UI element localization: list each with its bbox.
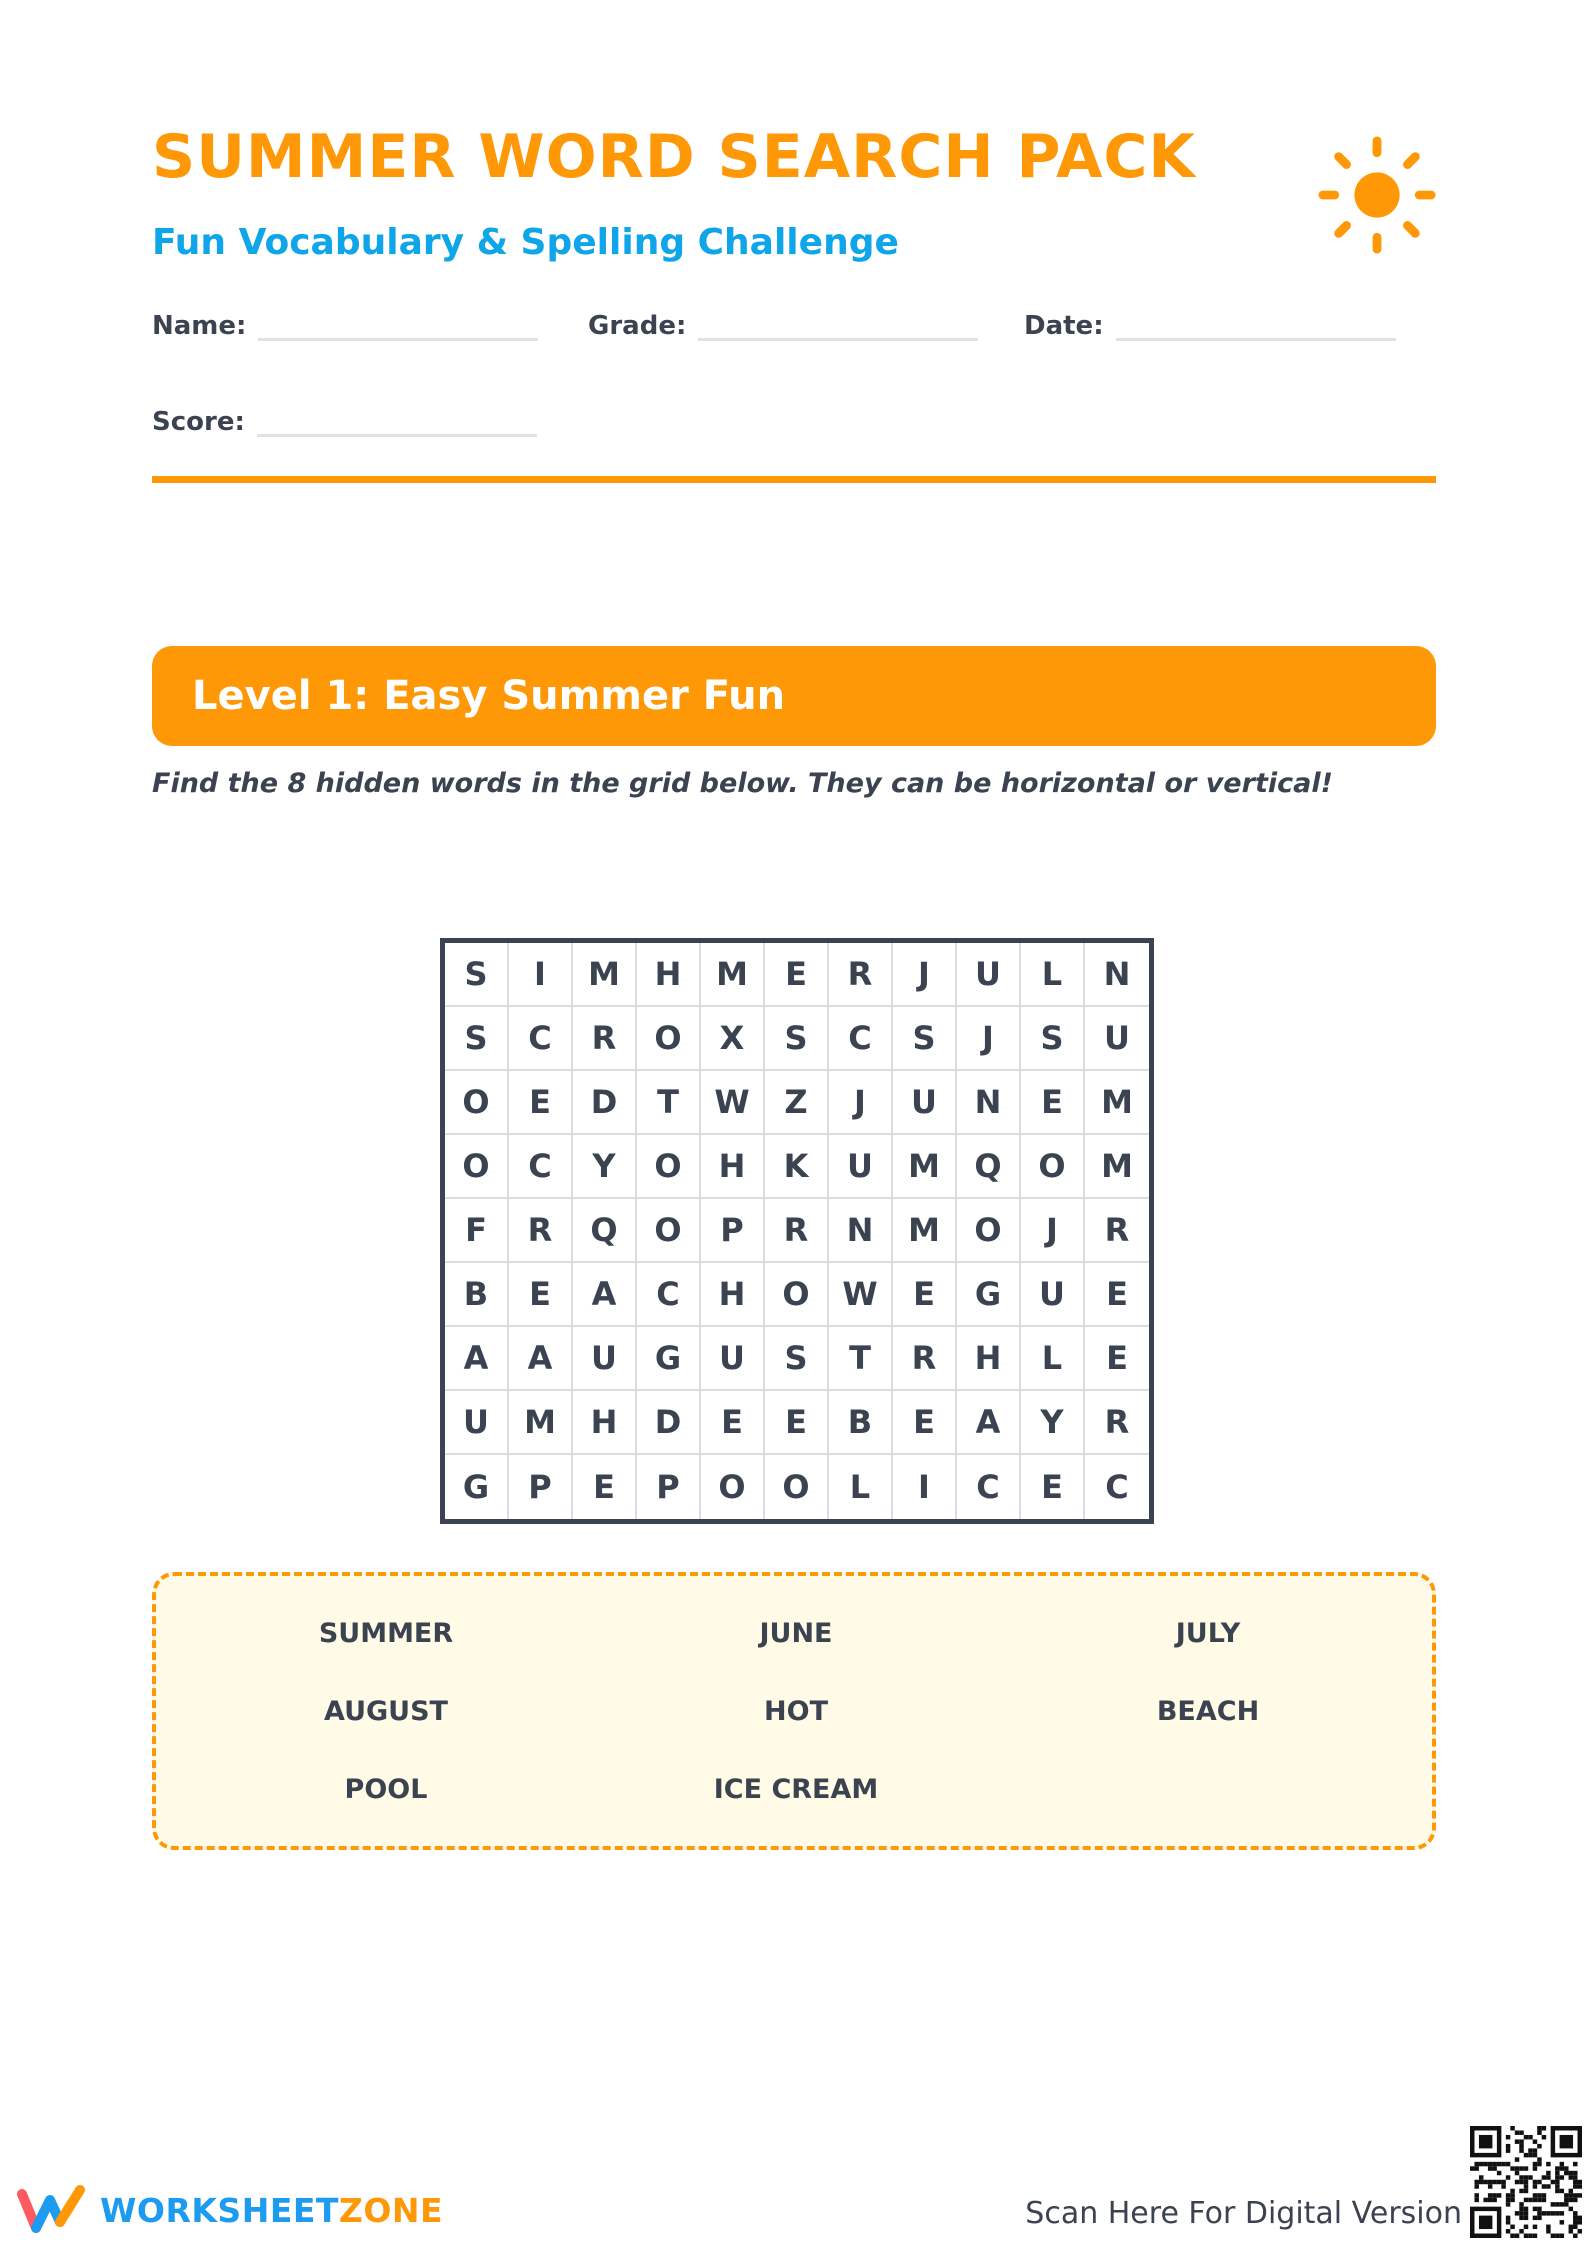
grid-cell[interactable]: B [829, 1391, 893, 1455]
grid-cell[interactable]: M [509, 1391, 573, 1455]
grid-cell[interactable]: H [701, 1263, 765, 1327]
grid-cell[interactable]: N [1085, 943, 1149, 1007]
header-divider [152, 476, 1436, 483]
grid-cell[interactable]: D [637, 1391, 701, 1455]
grid-cell[interactable]: E [1021, 1071, 1085, 1135]
grid-cell[interactable]: J [893, 943, 957, 1007]
grid-cell[interactable]: F [445, 1199, 509, 1263]
grid-cell[interactable]: E [573, 1455, 637, 1519]
grid-cell[interactable]: C [1105, 1468, 1129, 1506]
sun-icon [1318, 136, 1436, 254]
grid-cell[interactable]: M [1085, 1071, 1149, 1135]
grid-cell[interactable]: Q [573, 1199, 637, 1263]
grid-cell[interactable]: H [573, 1391, 637, 1455]
grid-cell[interactable]: R [509, 1199, 573, 1263]
grid-cell[interactable]: T [829, 1327, 893, 1391]
grid-cell[interactable]: X [701, 1007, 765, 1071]
grid-cell[interactable]: E [893, 1263, 957, 1327]
grid-cell[interactable]: C [829, 1007, 893, 1071]
grid-cell[interactable]: S [765, 1007, 829, 1071]
grid-cell[interactable]: M [893, 1199, 957, 1263]
grid-cell[interactable]: C [509, 1135, 573, 1199]
grid-cell[interactable]: A [445, 1327, 509, 1391]
grid-cell[interactable]: B [445, 1263, 509, 1327]
grid-cell[interactable]: J [829, 1071, 893, 1135]
level-banner [152, 646, 1436, 746]
score-label: Score: [152, 407, 245, 437]
brand-name [100, 2191, 443, 2230]
grid-cell[interactable]: S [445, 1007, 509, 1071]
brand-logo [16, 2182, 443, 2238]
grid-cell[interactable]: R [829, 943, 893, 1007]
grid-cell[interactable]: C [637, 1263, 701, 1327]
grid-cell[interactable]: O [701, 1455, 765, 1519]
level-title: Level 1: Easy Summer Fun [192, 673, 786, 719]
grid-cell[interactable]: L [829, 1455, 893, 1519]
grid-cell[interactable]: L [1021, 1327, 1085, 1391]
grid-cell[interactable]: S [445, 943, 509, 1007]
grid-cell[interactable]: R [1085, 1199, 1149, 1263]
grid-cell[interactable]: O [445, 1135, 509, 1199]
grade-label: Grade: [588, 311, 687, 341]
grid-cell[interactable]: D [573, 1071, 637, 1135]
grid-cell[interactable]: K [765, 1135, 829, 1199]
grid-cell[interactable]: M [573, 943, 637, 1007]
grid-cell[interactable]: E [701, 1391, 765, 1455]
grid-cell[interactable]: O [765, 1455, 829, 1519]
word-list-box [152, 1572, 1436, 1850]
grid-cell[interactable]: O [957, 1199, 1021, 1263]
grid-cell[interactable]: G [637, 1327, 701, 1391]
grid-cell[interactable]: E [893, 1391, 957, 1455]
grid-cell[interactable]: U [701, 1327, 765, 1391]
score-field [152, 404, 537, 437]
grid-cell[interactable]: U [1085, 1007, 1149, 1071]
grid-cell[interactable]: J [1021, 1199, 1085, 1263]
page-subtitle: Fun Vocabulary & Spelling Challenge [152, 222, 899, 263]
grid-cell[interactable]: I [893, 1455, 957, 1519]
grid-cell[interactable]: P [637, 1455, 701, 1519]
word-list-item: BEACH [1156, 1696, 1260, 1727]
grid-cell[interactable]: O [765, 1263, 829, 1327]
grid-cell[interactable]: H [957, 1327, 1021, 1391]
grid-cell[interactable]: E [1085, 1327, 1149, 1391]
grid-cell[interactable]: O [1021, 1135, 1085, 1199]
grid-cell[interactable]: N [829, 1199, 893, 1263]
grid-cell[interactable]: H [701, 1135, 765, 1199]
grid-cell[interactable]: Y [1021, 1391, 1085, 1455]
grid-cell[interactable]: J [957, 1007, 1021, 1071]
grid-cell[interactable]: E [1021, 1455, 1085, 1519]
grid-cell[interactable]: N [957, 1071, 1021, 1135]
grid-cell[interactable]: S [765, 1327, 829, 1391]
grid-cell[interactable]: E [509, 1071, 573, 1135]
grid-cell[interactable]: W [701, 1071, 765, 1135]
scan-caption: Scan Here For Digital Version [1025, 2196, 1462, 2231]
grid-cell[interactable]: R [893, 1327, 957, 1391]
grid-cell[interactable]: Q [957, 1135, 1021, 1199]
word-list-item: HOT [764, 1696, 828, 1727]
grid-cell[interactable]: O [637, 1007, 701, 1071]
name-label: Name: [152, 311, 247, 341]
grid-cell[interactable]: M [893, 1135, 957, 1199]
grade-input-line[interactable] [698, 308, 978, 341]
grade-field [588, 308, 978, 341]
grid-cell[interactable]: R [573, 1007, 637, 1071]
grid-cell[interactable]: M [701, 943, 765, 1007]
grid-cell[interactable]: U [957, 943, 1021, 1007]
grid-cell[interactable]: P [509, 1455, 573, 1519]
qr-code-icon[interactable] [1470, 2126, 1582, 2238]
date-label: Date: [1024, 311, 1104, 341]
grid-cell[interactable]: I [509, 943, 573, 1007]
grid-cell[interactable]: O [637, 1199, 701, 1263]
grid-cell[interactable]: A [509, 1327, 573, 1391]
brand-part2: ZONE [338, 2190, 444, 2230]
grid-cell[interactable]: T [637, 1071, 701, 1135]
worksheetzone-logo-icon [16, 2182, 92, 2238]
name-field [152, 308, 538, 341]
word-list-item: POOL [344, 1774, 428, 1805]
grid-cell[interactable]: U [1021, 1263, 1085, 1327]
brand-part1: WORKSHEET [100, 2190, 339, 2230]
grid-cell[interactable]: W [829, 1263, 893, 1327]
word-list-item: AUGUST [324, 1696, 448, 1727]
grid-cell[interactable]: S [1021, 1007, 1085, 1071]
grid-cell[interactable]: P [701, 1199, 765, 1263]
grid-cell[interactable]: O [637, 1135, 701, 1199]
name-input-line[interactable] [258, 308, 538, 341]
grid-cell[interactable]: L [1021, 943, 1085, 1007]
grid-cell[interactable]: S [893, 1007, 957, 1071]
page-title: SUMMER WORD SEARCH PACK [152, 122, 1196, 192]
grid-cell[interactable]: E [765, 943, 829, 1007]
grid-cell[interactable]: C [957, 1455, 1021, 1519]
grid-cell[interactable]: U [893, 1071, 957, 1135]
grid-cell[interactable]: E [509, 1263, 573, 1327]
date-input-line[interactable] [1116, 308, 1396, 341]
level-instructions: Find the 8 hidden words in the grid below. They can be horizontal or vertical! [152, 768, 1333, 799]
grid-cell[interactable]: O [445, 1071, 509, 1135]
grid-cell[interactable]: U [829, 1135, 893, 1199]
word-list-item: ICE CREAM [713, 1774, 879, 1805]
word-list-item: SUMMER [318, 1618, 454, 1649]
grid-cell[interactable]: G [445, 1455, 509, 1519]
grid-cell[interactable]: R [765, 1199, 829, 1263]
word-list-item: JUNE [759, 1618, 833, 1649]
grid-cell[interactable]: M [1085, 1135, 1149, 1199]
grid-cell[interactable]: E [765, 1391, 829, 1455]
grid-cell[interactable]: A [957, 1391, 1021, 1455]
word-list-item: JULY [1175, 1618, 1241, 1649]
word-search-grid [440, 938, 1154, 1524]
date-field [1024, 308, 1396, 341]
grid-cell[interactable]: U [445, 1391, 509, 1455]
grid-cell[interactable]: G [957, 1263, 1021, 1327]
grid-cell[interactable]: R [1085, 1391, 1149, 1455]
score-input-line[interactable] [257, 404, 537, 437]
grid-cell[interactable]: U [573, 1327, 637, 1391]
grid-cell[interactable]: A [573, 1263, 637, 1327]
grid-cell[interactable]: E [1085, 1263, 1149, 1327]
grid-cell[interactable]: Y [573, 1135, 637, 1199]
grid-cell[interactable]: H [637, 943, 701, 1007]
grid-cell[interactable]: C [509, 1007, 573, 1071]
grid-cell[interactable]: Z [765, 1071, 829, 1135]
